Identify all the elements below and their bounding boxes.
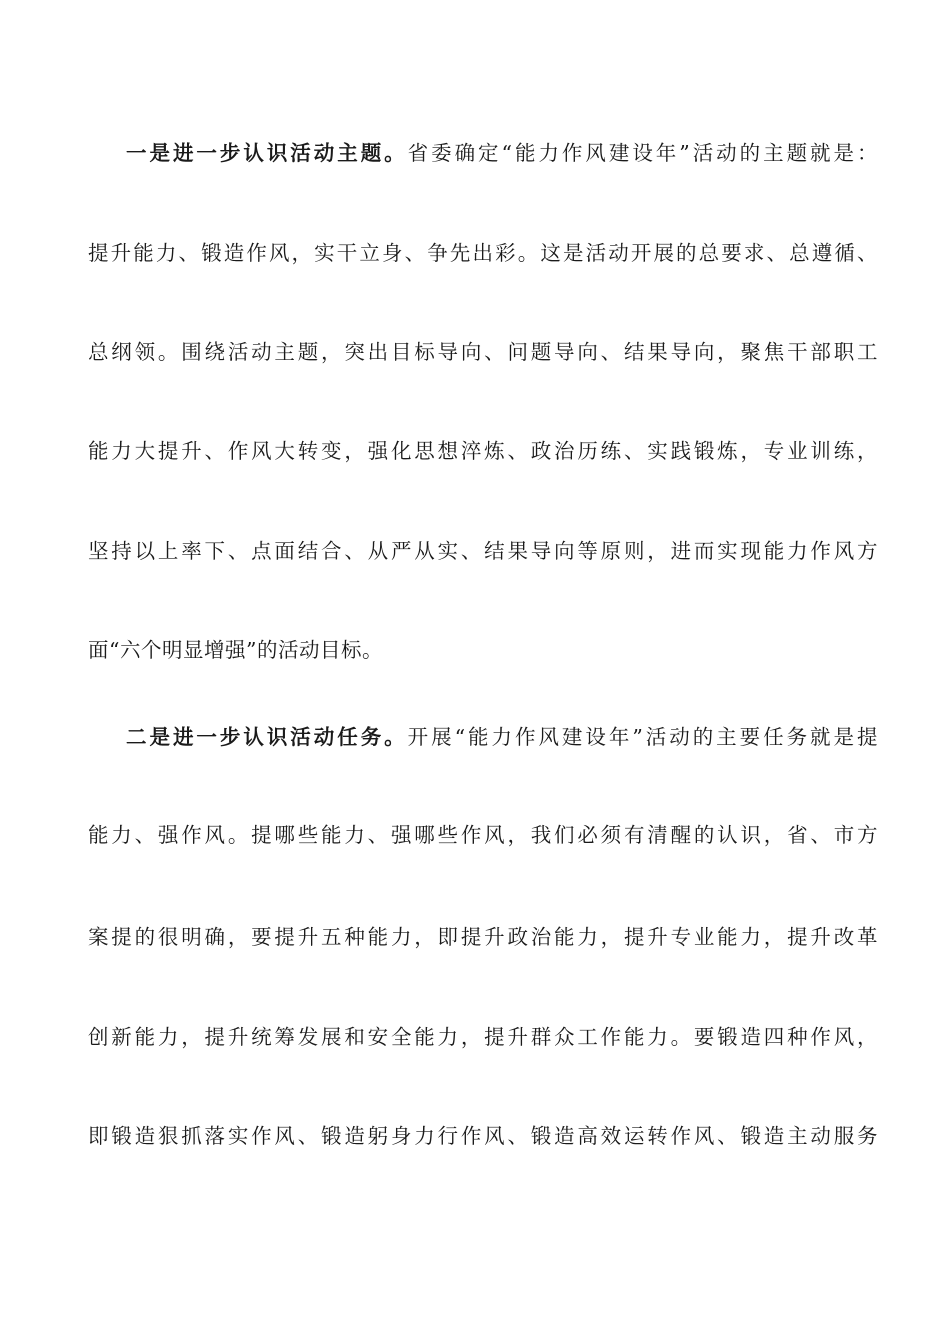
paragraph-1-line-6: 面“六个明显增强”的活动目标。 bbox=[88, 638, 383, 662]
paragraph-2-line-3: 案提的很明确，要提升五种能力，即提升政治能力，提升专业能力，提升改革 bbox=[88, 925, 878, 949]
paragraph-1-lead: 一是进一步认识活动主题。 bbox=[126, 141, 408, 165]
paragraph-2-line-1 bbox=[126, 722, 878, 752]
paragraph-2-line-5: 即锻造狠抓落实作风、锻造躬身力行作风、锻造高效运转作风、锻造主动服务 bbox=[88, 1124, 878, 1148]
paragraph-1-line-2: 提升能力、锻造作风，实干立身、争先出彩。这是活动开展的总要求、总遵循、 bbox=[88, 241, 878, 265]
paragraph-2-line-2: 能力、强作风。提哪些能力、强哪些作风，我们必须有清醒的认识，省、市方 bbox=[88, 823, 878, 847]
paragraph-2-line-1-text: 开展“能力作风建设年”活动的主要任务就是提 bbox=[407, 725, 878, 749]
paragraph-2-line-4: 创新能力，提升统筹发展和安全能力，提升群众工作能力。要锻造四种作风， bbox=[88, 1025, 878, 1049]
paragraph-2-lead: 二是进一步认识活动任务。 bbox=[126, 725, 408, 749]
paragraph-1-line-1-text: 省委确定“能力作风建设年”活动的主题就是： bbox=[407, 141, 878, 165]
paragraph-1-line-1 bbox=[126, 138, 878, 168]
paragraph-1-line-5: 坚持以上率下、点面结合、从严从实、结果导向等原则，进而实现能力作风方 bbox=[88, 539, 878, 563]
paragraph-1-line-3: 总纲领。围绕活动主题，突出目标导向、问题导向、结果导向，聚焦干部职工 bbox=[88, 340, 878, 364]
paragraph-1-line-4: 能力大提升、作风大转变，强化思想淬炼、政治历练、实践锻炼，专业训练， bbox=[88, 439, 878, 463]
